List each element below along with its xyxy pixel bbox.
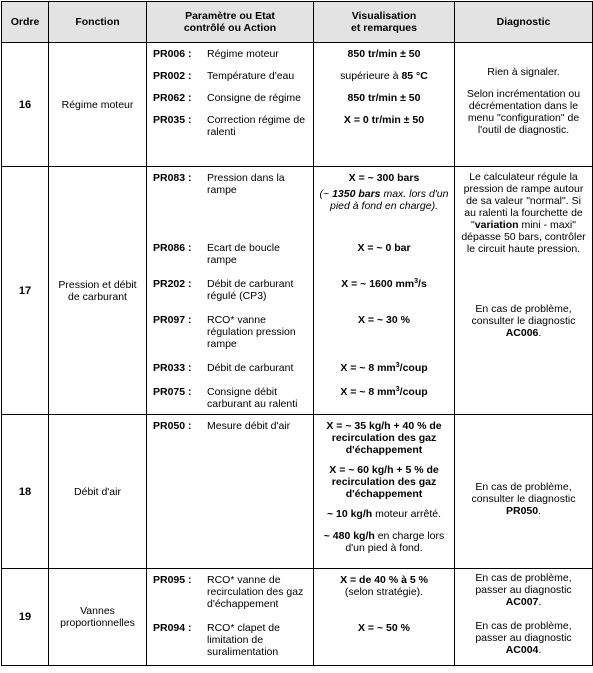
header-fonction: Fonction <box>49 2 147 43</box>
param-code: PR006 : <box>153 48 192 60</box>
param-code: PR094 : <box>153 622 192 634</box>
param-label: Régime moteur <box>207 48 279 60</box>
row-ordre: 19 <box>2 569 49 666</box>
row-diagnostic: Rien à signaler. Selon incrémentation ou décrémentation dans le menu "configuration" de l'outil de diagnostic. <box>455 43 593 167</box>
vis-value: X = ~ 0 bar <box>357 242 411 254</box>
diag-text: En cas de problème, consulter le diagnostic PR050. <box>471 480 576 517</box>
diag-text: En cas de problème, passer au diagnostic AC007. <box>475 572 572 608</box>
vis-value: ~ 10 kg/h moteur arrêté. <box>326 508 442 520</box>
vis-value: supérieure à 85 °C <box>340 70 428 82</box>
diag-text: En cas de problème, passer au diagnostic AC004. <box>475 620 572 656</box>
row-visualisation <box>314 43 455 167</box>
diag-text: En cas de problème, consulter le diagnostic AC006. <box>471 303 576 339</box>
param-label: Consigne débit carburant au ralenti <box>207 386 298 410</box>
header-visualisation: Visualisation et remarques <box>314 2 455 43</box>
vis-value: X = ~ 8 $mm^3$/coup <box>340 362 428 374</box>
row-visualisation <box>314 569 455 666</box>
row-parametres <box>147 43 314 167</box>
param-code: PR062 : <box>153 92 192 104</box>
param-code: PR095 : <box>153 574 192 586</box>
row-fonction: Pression et débit de carburant <box>49 167 147 415</box>
row-parametres <box>147 415 314 569</box>
diag-text: Le calculateur régule la pression de rampe autour de sa valeur "normal". Si au ralenti la fourchette de "variation mini - maxi" dépasse 50 bars, contrôler le circuit haute pression. <box>461 171 586 255</box>
vis-value: X = 0 tr/min ± 50 <box>343 114 425 126</box>
param-code: PR075 : <box>153 386 192 398</box>
param-code: PR050 : <box>153 420 192 432</box>
row-visualisation <box>314 415 455 569</box>
vis-value: ~ 480 kg/h en charge lors d'un pied à fond. <box>323 530 445 554</box>
row-ordre: 18 <box>2 415 49 569</box>
row-visualisation <box>314 167 455 415</box>
vis-note: (~ 1350 bars max. lors d'un pied à fond en charge). <box>319 188 449 212</box>
vis-value: X = ~ 8 $mm^3$/coup <box>340 386 428 398</box>
header-parametre: Paramètre ou Etat contrôlé ou Action <box>147 2 314 43</box>
param-code: PR002 : <box>153 70 192 82</box>
vis-value: X = ~ 35 kg/h + 40 % de recirculation des gaz d'échappement <box>326 420 442 456</box>
param-code: PR086 : <box>153 242 192 254</box>
row-fonction: Régime moteur <box>49 43 147 167</box>
row-parametres <box>147 569 314 666</box>
header-ordre: Ordre <box>2 2 49 43</box>
param-code: PR097 : <box>153 314 192 326</box>
vis-value: 850 tr/min ± 50 <box>347 48 421 60</box>
table-row <box>2 43 593 167</box>
header-diagnostic: Diagnostic <box>455 2 593 43</box>
param-label: Température d'eau <box>207 70 295 82</box>
param-code: PR033 : <box>153 362 192 374</box>
vis-value: 850 tr/min ± 50 <box>347 92 421 104</box>
row-parametres <box>147 167 314 415</box>
table-row <box>2 167 593 415</box>
vis-note: (selon stratégie). <box>344 586 424 598</box>
param-label: RCO* vanne régulation pression rampe <box>207 314 296 350</box>
vis-value: X = ~ 1600 $mm^3/s$ <box>341 278 427 290</box>
param-code: PR035 : <box>153 114 192 126</box>
param-label: Mesure débit d'air <box>207 420 291 432</box>
row-diagnostic <box>455 415 593 569</box>
table-row <box>2 569 593 666</box>
param-label: Ecart de boucle rampe <box>207 242 280 266</box>
param-label: RCO* clapet de limitation de suralimentation <box>207 622 280 658</box>
vis-value: X = de 40 % à 5 % <box>340 574 428 586</box>
row-diagnostic <box>455 569 593 666</box>
param-label: Consigne de régime <box>207 92 301 104</box>
param-label: Correction régime de ralenti <box>207 114 306 138</box>
param-label: Débit de carburant <box>207 362 294 374</box>
vis-value: X = ~ 30 % <box>358 314 410 326</box>
row-ordre: 17 <box>2 167 49 415</box>
vis-value: X = ~ 60 kg/h + 5 % de recirculation des gaz d'échappement <box>329 464 439 500</box>
row-ordre: 16 <box>2 43 49 167</box>
param-label: Pression dans la rampe <box>207 172 285 196</box>
vis-value: X = ~ 300 bars <box>348 172 420 184</box>
row-diagnostic <box>455 167 593 415</box>
param-label: Débit de carburant régulé (CP3) <box>207 278 294 302</box>
table-row <box>2 415 593 569</box>
row-fonction: Débit d'air <box>49 415 147 569</box>
param-code: PR083 : <box>153 172 192 184</box>
param-label: RCO* vanne de recirculation des gaz d'échappement <box>207 574 304 610</box>
param-code: PR202 : <box>153 278 192 290</box>
diagnostic-table <box>1 1 593 666</box>
header-row <box>2 2 593 43</box>
vis-value: X = ~ 50 % <box>358 622 410 634</box>
row-fonction: Vannes proportionnelles <box>49 569 147 666</box>
